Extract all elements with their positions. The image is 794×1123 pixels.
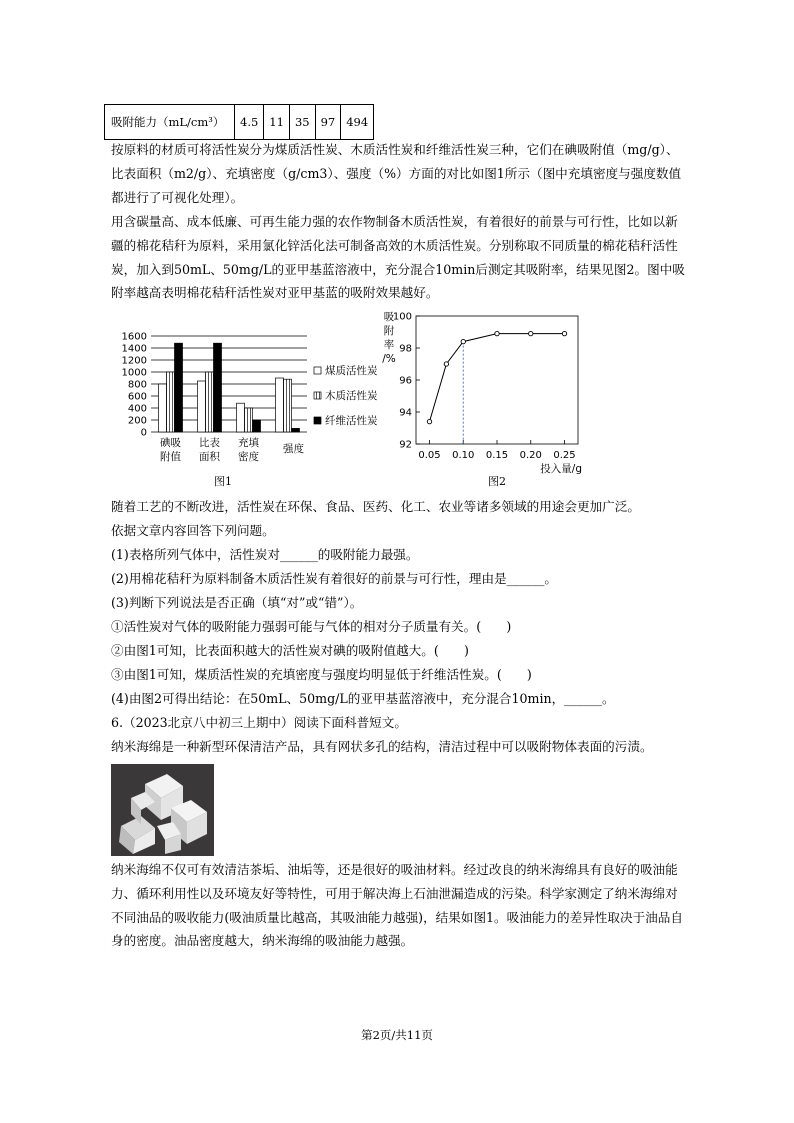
table-cell: 11 bbox=[264, 105, 290, 140]
y-tick-label: 96 bbox=[399, 375, 412, 387]
bar bbox=[159, 384, 167, 432]
y-tick-label: 1400 bbox=[121, 343, 147, 355]
question-4: (4)由图2可得出结论：在50mL、50mg/L的亚甲基蓝溶液中，充分混合10min，______。 bbox=[111, 691, 615, 706]
figure-caption: 图2 bbox=[488, 475, 506, 488]
adsorption-table bbox=[104, 104, 374, 140]
x-tick-label: 强度 bbox=[283, 443, 304, 455]
bar bbox=[198, 381, 206, 432]
x-tick-label: 0.15 bbox=[485, 450, 509, 461]
question-1: (1)表格所列气体中，活性炭对______的吸附能力最强。 bbox=[111, 547, 419, 562]
table-cell: 97 bbox=[315, 105, 341, 140]
paragraph: 纳米海绵是一种新型环保清洁产品，具有网状多孔的结构，清洁过程中可以吸附物体表面的污渍。 bbox=[111, 739, 653, 754]
legend-label: 纤维活性炭 bbox=[325, 415, 378, 427]
y-tick-label: 1600 bbox=[121, 331, 147, 343]
y-tick-label: 1000 bbox=[121, 367, 147, 379]
data-point bbox=[562, 331, 566, 335]
line-chart bbox=[380, 308, 590, 476]
y-tick-label: 200 bbox=[127, 415, 147, 427]
table-cell: 494 bbox=[341, 105, 374, 140]
bar bbox=[253, 420, 261, 432]
question-3c: ③由图1可知，煤质活性炭的充填密度与强度均明显低于纤维活性炭。( ) bbox=[111, 667, 532, 682]
x-tick-label: 碘吸 bbox=[160, 437, 181, 449]
paragraph: 纳米海绵不仅可有效清洁茶垢、油垢等，还是很好的吸油材料。经过改良的纳米海绵具有良好的吸油能力、循环利用性以及环境友好等特性，可用于解决海上石油泄漏造成的污染。科学家测定了纳米海绵对不同油品的吸收能力(吸油质量比越高，其吸油能力越强)，结果如图1。吸油能力的差异性取决于油品自身的密度。油品密度越大，纳米海绵的吸油能力越强。 bbox=[111, 862, 683, 949]
question-2: (2)用棉花秸秆为原料制备木质活性炭有着很好的前景与可行性，理由是______。 bbox=[111, 571, 558, 586]
bar bbox=[167, 372, 175, 432]
legend-swatch bbox=[314, 417, 321, 424]
data-point bbox=[444, 362, 448, 366]
y-axis-label: /% bbox=[382, 353, 396, 365]
x-tick-label: 0.10 bbox=[452, 450, 475, 461]
y-tick-label: 400 bbox=[127, 403, 147, 415]
table-row bbox=[105, 105, 374, 140]
paragraph: 随着工艺的不断改进，活性炭在环保、食品、医药、化工、农业等诸多领域的用途会更加广泛。 bbox=[111, 499, 640, 514]
data-point bbox=[461, 339, 465, 343]
legend-label: 煤质活性炭 bbox=[325, 365, 378, 377]
x-tick-label: 充填 bbox=[238, 437, 259, 449]
series-line bbox=[430, 334, 565, 422]
question-3b: ②由图1可知，比表面积越大的活性炭对碘的吸附值越大。( ) bbox=[111, 643, 469, 658]
legend-label: 木质活性炭 bbox=[325, 390, 378, 402]
paragraph: 用含碳量高、成本低廉、可再生能力强的农作物制备木质活性炭，有着很好的前景与可行性，比如以新疆的棉花秸秆为原料，采用氯化锌活化法可制备高效的木质活性炭。分别称取不同质量的棉花秸秆活性炭，加入到50mL、50mg/L的亚甲基蓝溶液中，充分混合10min后测定其吸附率，结果见图2。图中吸附率越高表明棉花秸秆活性炭对亚甲基蓝的吸附效果越好。 bbox=[111, 214, 685, 301]
paragraph: 依据文章内容回答下列问题。 bbox=[111, 523, 275, 538]
figure-caption: 图1 bbox=[214, 475, 232, 488]
bar bbox=[206, 372, 214, 432]
question-3a: ①活性炭对气体的吸附能力强弱可能与气体的相对分子质量有关。( ) bbox=[111, 619, 512, 634]
y-tick-label: 100 bbox=[392, 311, 412, 323]
table-cell: 35 bbox=[289, 105, 315, 140]
bar bbox=[214, 343, 222, 432]
bar bbox=[175, 343, 183, 432]
bar bbox=[245, 408, 253, 432]
y-axis-label: 率 bbox=[383, 339, 395, 351]
paragraph: 按原料的材质可将活性炭分为煤质活性炭、木质活性炭和纤维活性炭三种，它们在碘吸附值（mg/g）、比表面积（m2/g）、充填密度（g/cm3）、强度（%）方面的对比如图1所示（图中充填密度与强度数值都进行了可视化处理）。 bbox=[111, 142, 682, 205]
table-cell: 4.5 bbox=[235, 105, 264, 140]
table-row-label: 吸附能力（mL/cm³） bbox=[105, 105, 235, 140]
bar bbox=[292, 428, 300, 432]
x-tick-label: 0.25 bbox=[553, 450, 576, 461]
question-3: (3)判断下列说法是否正确（填“对”或“错”）。 bbox=[111, 595, 363, 610]
x-tick-label: 密度 bbox=[238, 451, 259, 463]
data-point bbox=[495, 331, 499, 335]
bar bbox=[276, 378, 284, 432]
section-heading: 6.（2023北京八中初三上期中）阅读下面科普短文。 bbox=[111, 715, 407, 730]
y-tick-label: 0 bbox=[140, 427, 147, 439]
y-axis-label: 附 bbox=[383, 325, 395, 337]
x-axis-label: 投入量/g bbox=[540, 463, 582, 475]
bar bbox=[237, 403, 245, 432]
y-tick-label: 800 bbox=[127, 379, 147, 391]
y-tick-label: 92 bbox=[399, 439, 412, 451]
y-tick-label: 94 bbox=[399, 407, 412, 419]
data-point bbox=[427, 419, 431, 423]
legend-swatch bbox=[314, 392, 321, 399]
bar bbox=[284, 379, 292, 432]
y-tick-label: 600 bbox=[127, 391, 147, 403]
x-tick-label: 附值 bbox=[160, 451, 181, 463]
x-tick-label: 0.20 bbox=[519, 450, 542, 461]
data-point bbox=[529, 331, 533, 335]
page-footer: 第2页/共11页 bbox=[361, 1028, 433, 1042]
legend-swatch bbox=[314, 367, 321, 374]
x-tick-label: 比表 bbox=[199, 437, 220, 449]
bar-chart bbox=[111, 326, 391, 466]
nano-sponge-photo bbox=[111, 764, 214, 856]
y-tick-label: 1200 bbox=[121, 355, 147, 367]
x-tick-label: 面积 bbox=[199, 451, 220, 463]
y-tick-label: 98 bbox=[399, 343, 412, 355]
y-axis-label: 吸 bbox=[383, 311, 395, 323]
x-tick-label: 0.05 bbox=[418, 450, 441, 461]
